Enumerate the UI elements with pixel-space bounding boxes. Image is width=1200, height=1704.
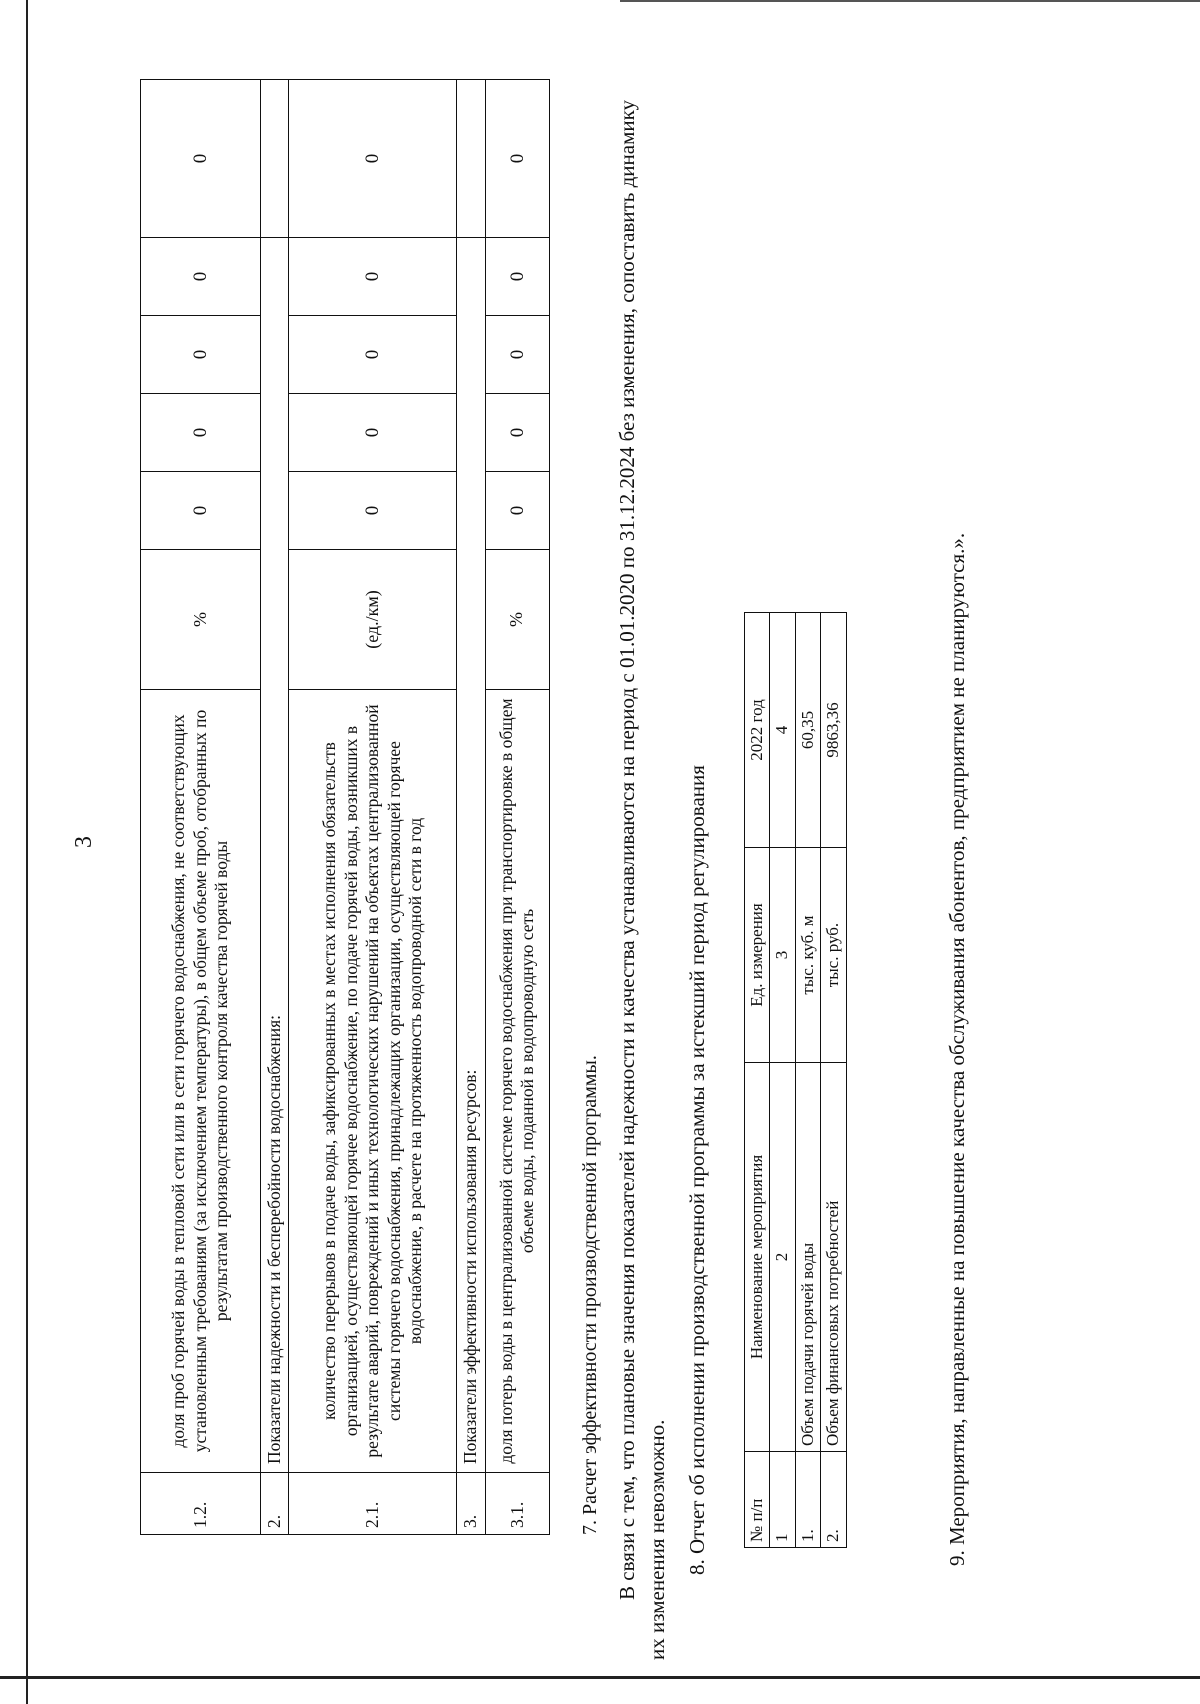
- indicator-value: 0: [141, 316, 261, 394]
- row-number: 2.1.: [289, 1473, 457, 1535]
- section-heading: Показатели эффективности использования ресурсов:: [457, 238, 485, 1473]
- activity-unit: тыс. куб. м: [795, 848, 820, 1063]
- row-number: 2.: [261, 1473, 289, 1535]
- indicator-value: 0: [485, 80, 549, 238]
- header-cell-unit: Ед. измерения: [745, 848, 770, 1063]
- section-9-block: [942, 86, 972, 1566]
- report-table: [744, 612, 847, 1548]
- activity-unit: тыс. руб.: [821, 848, 846, 1063]
- activity-value: 60,35: [795, 613, 820, 848]
- activity-name: Объем подачи горячей воды: [795, 1063, 820, 1452]
- section-7-heading: 7. Расчет эффективности производственной программы.: [578, 1055, 601, 1535]
- section-8-block: [682, 95, 712, 1575]
- page-number: 3: [71, 836, 97, 848]
- indicator-description: количество перерывов в подаче воды, зафиксированных в местах исполнения обязательств организацией, осуществляющей горячее водоснабжение, по подаче горячей воды, возникших в результате аварий, повреждений и иных технологических нарушений на объектах централизованной системы горячего водоснабжения, принадлежащих организации, осуществляющей горячее водоснабжение, в расчете на протяженность водопроводной сети в год: [289, 690, 457, 1473]
- row-number: 2.: [821, 1452, 846, 1548]
- program-text-block: [612, 100, 673, 1660]
- section-9-text: 9. Мероприятия, направленные на повышение качества обслуживания абонентов, предприятием не планируются.».: [945, 532, 969, 1566]
- header-cell-name: Наименование мероприятия: [745, 1063, 770, 1452]
- indicator-value: 0: [289, 80, 457, 238]
- report-block: [744, 613, 847, 1548]
- indicator-value: 0: [485, 238, 549, 316]
- indicator-description: доля потерь воды в централизованной системе горячего водоснабжения при транспортировке в общем объеме воды, поданной в водопроводную сеть: [485, 690, 549, 1473]
- row-number: 1.: [795, 1452, 820, 1548]
- indicator-value: 0: [289, 394, 457, 472]
- row-number: 3.1.: [485, 1473, 549, 1535]
- index-cell: 1: [770, 1452, 795, 1548]
- indicator-value: 0: [141, 80, 261, 238]
- header-cell-number: № п/п: [745, 1452, 770, 1548]
- indicator-value: 0: [485, 316, 549, 394]
- indicator-unit: %: [485, 550, 549, 690]
- scan-edge-bottom: [0, 1676, 1200, 1679]
- scan-edge-top: [620, 0, 1200, 2]
- index-cell: 2: [770, 1063, 795, 1452]
- table-header-row: [745, 613, 770, 1548]
- header-cell-year: 2022 год: [745, 613, 770, 848]
- section-8-heading: 8. Отчет об исполнении производственной программы за истекший период регулирования: [685, 765, 709, 1575]
- table-row: [821, 613, 846, 1548]
- indicator-value: 0: [289, 472, 457, 550]
- indicator-value: 0: [141, 394, 261, 472]
- table-index-row: [770, 613, 795, 1548]
- indicator-value: 0: [485, 472, 549, 550]
- indicator-unit: (ед./км): [289, 550, 457, 690]
- scan-edge-left: [26, 0, 28, 1704]
- indicator-value: 0: [141, 472, 261, 550]
- indicator-description: доля проб горячей воды в тепловой сети или в сети горячего водоснабжения, не соответствующих установленным требованиям (за исключением температуры), в общем объеме проб, отобранных по результатам производственного контроля качества горячей воды: [141, 690, 261, 1473]
- indicator-unit: %: [141, 550, 261, 690]
- index-cell: 4: [770, 613, 795, 848]
- indicator-value: 0: [141, 238, 261, 316]
- indicator-value: 0: [485, 394, 549, 472]
- indicator-value: 0: [289, 316, 457, 394]
- activity-value: 9863,36: [821, 613, 846, 848]
- section-heading: Показатели надежности и бесперебойности водоснабжения:: [261, 238, 289, 1473]
- evaluation-paragraph: В связи с тем, что плановые значения показателей надежности и качества устанавливаются на период с 01.01.2020 по 31.12.2024 без изменения, сопоставить динамику их изменения невозможно.: [615, 100, 670, 1660]
- index-cell: 3: [770, 848, 795, 1063]
- table-row: [795, 613, 820, 1548]
- activity-name: Объем финансовых потребностей: [821, 1063, 846, 1452]
- row-number: 3.: [457, 1473, 485, 1535]
- indicator-value: 0: [289, 238, 457, 316]
- lower-text-block: [140, 95, 620, 1655]
- row-number: 1.2.: [141, 1473, 261, 1535]
